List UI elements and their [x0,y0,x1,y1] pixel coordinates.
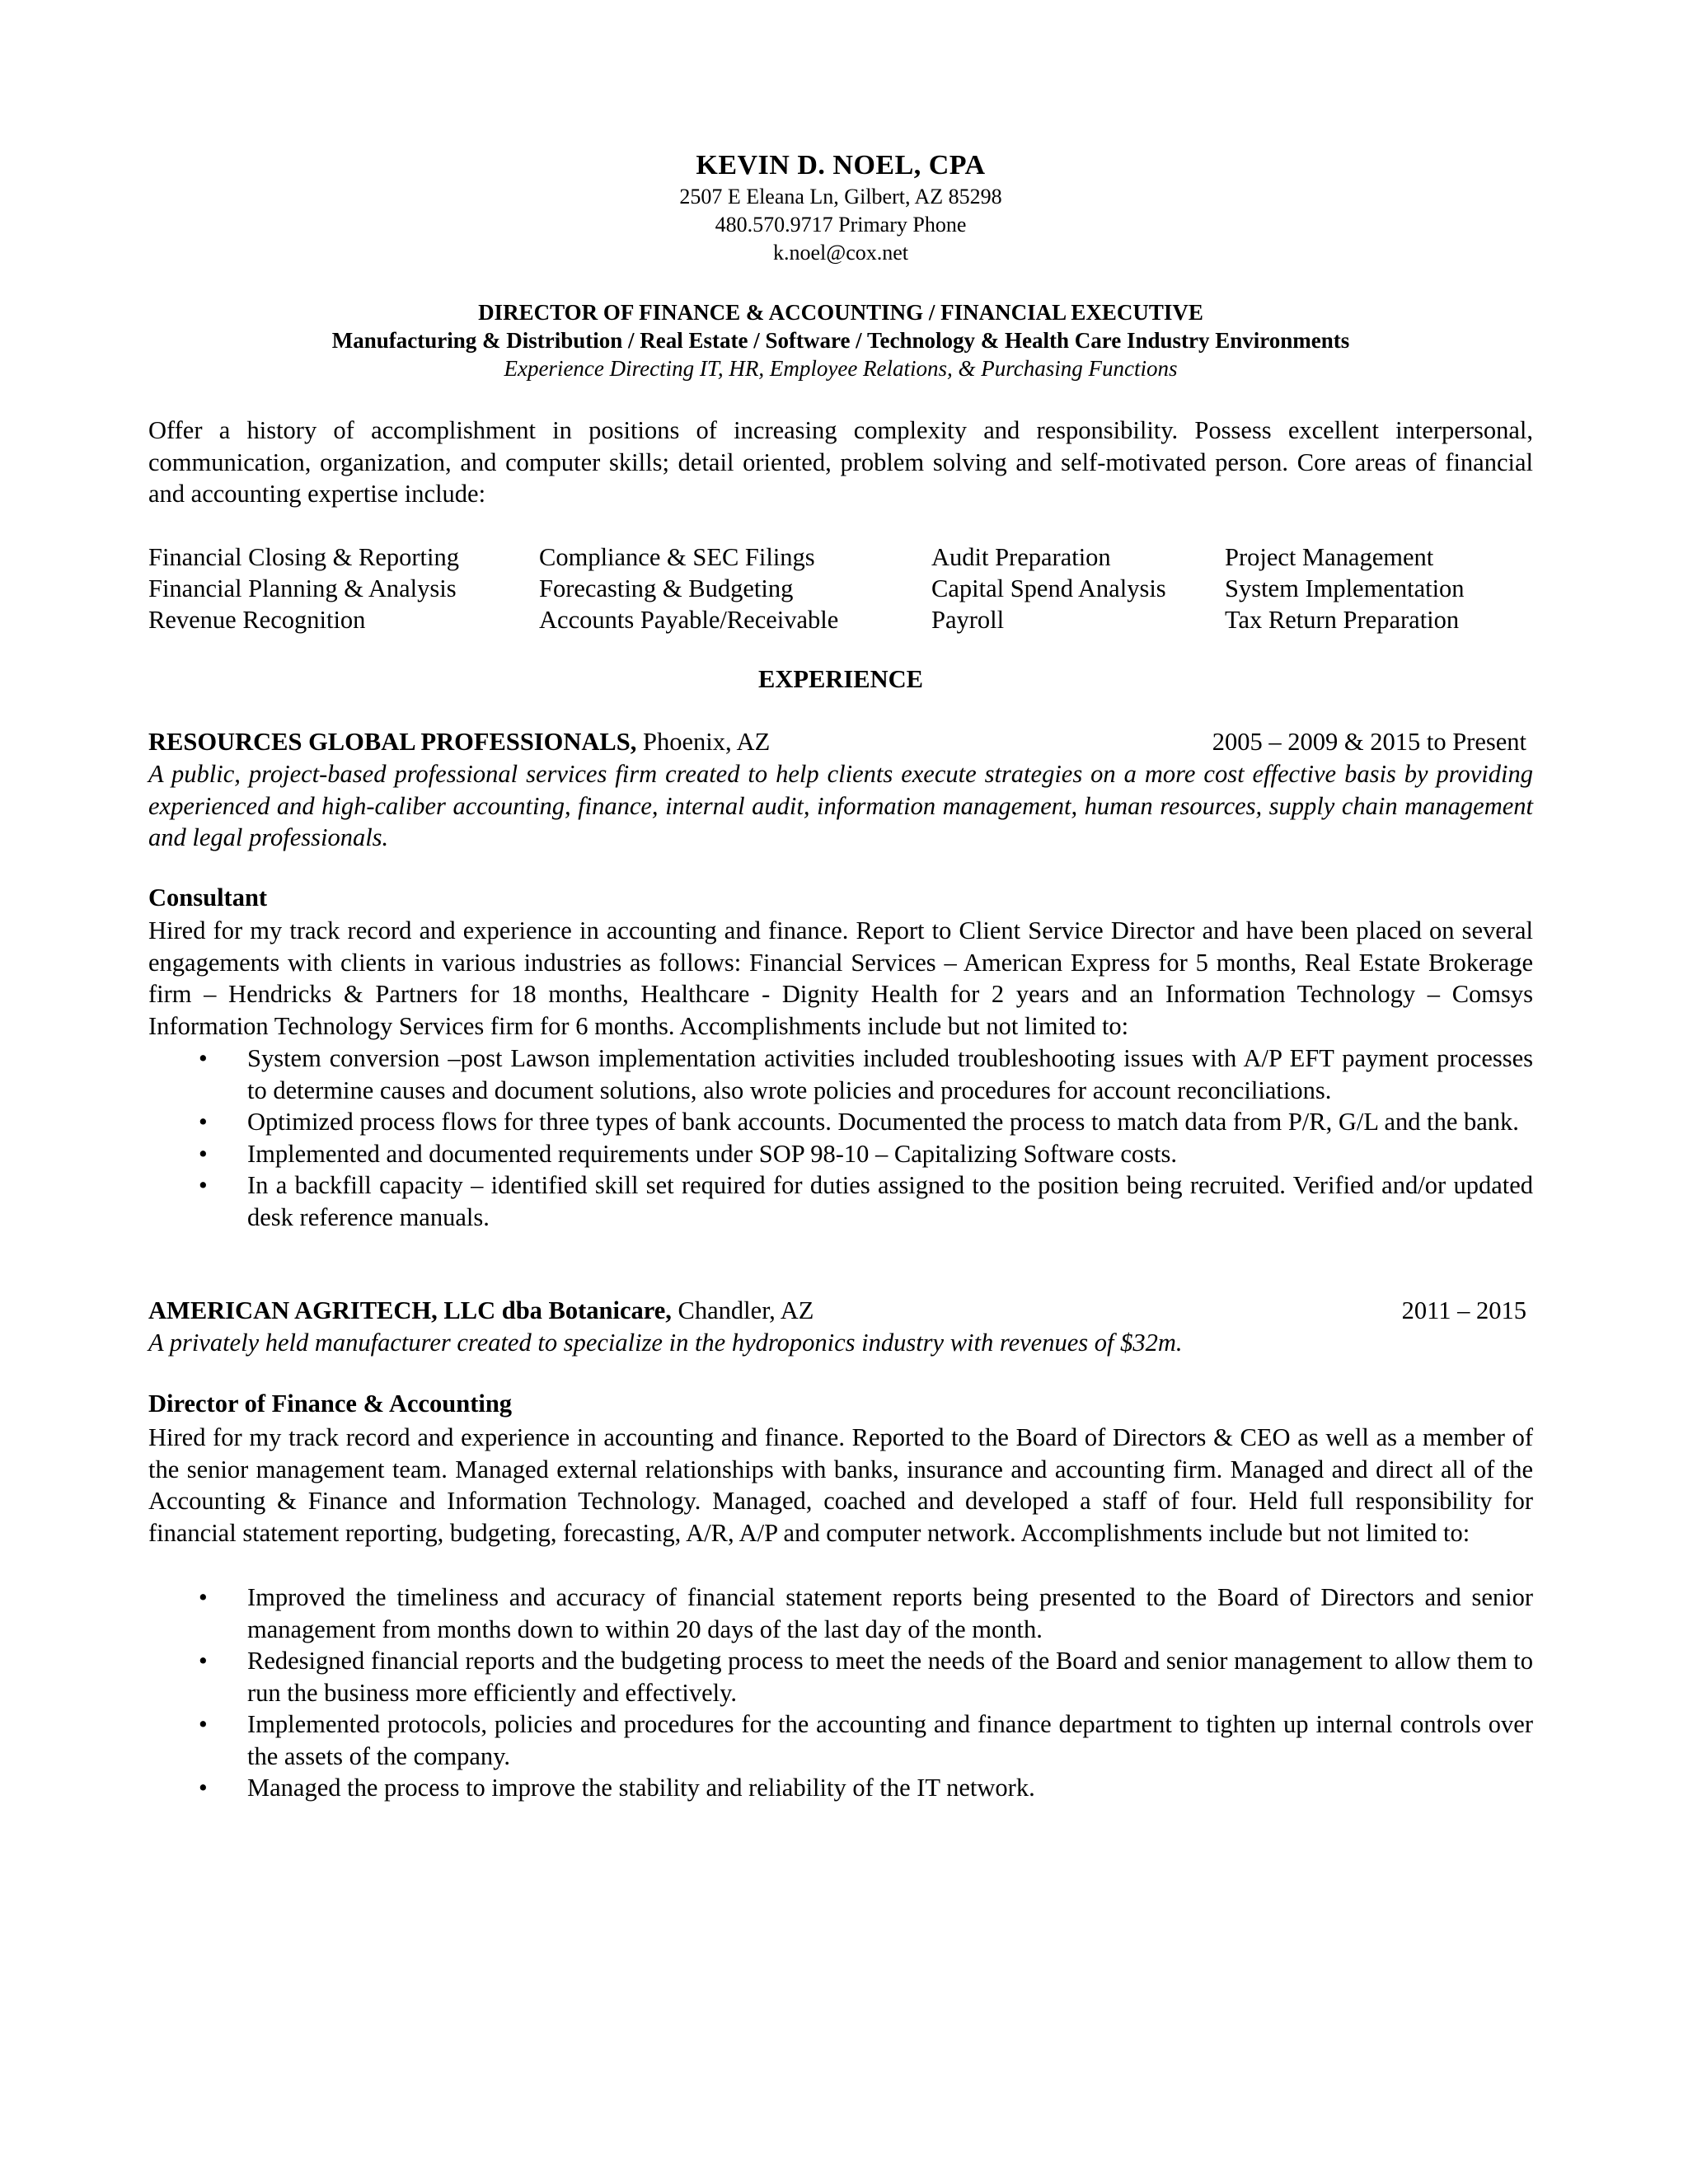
summary-paragraph: Offer a history of accomplishment in positions of increasing complexity and responsibility. Possess excellent interpersonal, communication, organization, and computer skills; detail oriented, problem solving and self-motivated person. Core areas of financial and accounting expertise include: [148,416,1533,508]
company-description: A privately held manufacturer created to specialize in the hydroponics industry with revenues of $32m. [148,1329,1183,1357]
accomplishment-item: • Implemented protocols, policies and procedures for the accounting and finance department to tighten up internal controls over the assets of the company. [199,1710,1533,1770]
skills-column [931,541,1166,635]
accomplishment-item: • System conversion –post Lawson implementation activities included troubleshooting issues with A/P EFT payment processes to determine causes and document solutions, also wrote policies and procedures for account reconciliations. [199,1044,1533,1104]
job-title: Director of Finance & Accounting [148,1390,513,1418]
accomplishment-item: • Redesigned financial reports and the budgeting process to meet the needs of the Board and senior management to allow them to run the business more efficiently and effectively. [199,1647,1533,1707]
skill-item: Payroll [931,606,1005,634]
skill-item: Tax Return Preparation [1225,606,1460,634]
industries: Manufacturing & Distribution / Real Estate / Software / Technology & Health Care Industry Environments [331,328,1350,353]
bullet-icon: • [199,1171,208,1199]
job-dates: 2011 – 2015 [1401,1296,1526,1324]
job-company-line [148,1295,1533,1326]
company-name: RESOURCES GLOBAL PROFESSIONALS, [148,728,637,756]
accomplishment-item: • Optimized process flows for three types of bank accounts. Documented the process to match data from P/R, G/L and the bank. [148,1106,1533,1138]
job-summary: Hired for my track record and experience in accounting and finance. Reported to the Board of Directors & CEO as well as a member of the senior management team. Managed external relationships with banks, insurance and accounting firm. Managed and direct all of the Accounting & Finance and Information Technology. Managed, coached and developed a staff of four. Held full responsibility for financial statement reporting, budgeting, forecasting, A/R, A/P and computer network. Accomplishments include but not limited to: [148,1423,1533,1547]
phone: 480.570.9717 Primary Phone [715,213,967,237]
skill-item: Project Management [1225,543,1434,571]
skill-item: Accounts Payable/Receivable [539,606,839,634]
bullet-icon: • [199,1139,208,1168]
skills-column [539,541,838,635]
email: k.noel@cox.net [772,241,908,265]
address: 2507 E Eleana Ln, Gilbert, AZ 85298 [679,185,1002,209]
company-location: Chandler, AZ [671,1296,814,1324]
skill-item: Compliance & SEC Filings [539,543,815,571]
accomplishment-item: • Managed the process to improve the stability and reliability of the IT network. [148,1772,1533,1804]
functions: Experience Directing IT, HR, Employee Relations, & Purchasing Functions [504,356,1178,381]
accomplishment-item: • Implemented and documented requirements under SOP 98-10 – Capitalizing Software costs. [148,1138,1533,1170]
company-description: A public, project-based professional services firm created to help clients execute strategies on a more cost effective basis by providing experienced and high-caliber accounting, finance, internal audit, information management, human resources, supply chain management and legal professionals. [148,760,1533,851]
skill-item: System Implementation [1225,574,1465,602]
skill-item: Financial Planning & Analysis [148,574,457,602]
skill-item: Forecasting & Budgeting [539,574,794,602]
bullet-icon: • [199,1044,208,1072]
accomplishment-item: • Improved the timeliness and accuracy of financial statement reports being presented to the Board of Directors and senior management from months down to within 20 days of the last day of the month. [199,1583,1533,1643]
skill-item: Capital Spend Analysis [931,574,1166,602]
accomplishment-list [148,1582,1533,1804]
job-company-line [148,726,1533,757]
skill-item: Revenue Recognition [148,606,366,634]
company-location: Phoenix, AZ [636,728,771,756]
headline: DIRECTOR OF FINANCE & ACCOUNTING / FINANCIAL EXECUTIVE [478,300,1203,325]
accomplishment-item: • In a backfill capacity – identified skill set required for duties assigned to the position being recruited. Verified and/or updated desk reference manuals. [199,1171,1533,1231]
bullet-icon: • [199,1710,208,1738]
job-summary: Hired for my track record and experience in accounting and finance. Report to Client Service Director and have been placed on several engagements with clients in various industries as follows: Financial Services – American Express for 5 months, Real Estate Brokerage firm – Hendricks & Partners for 18 months, Healthcare - Dignity Health for 2 years and an Information Technology – Comsys Information Technology Services firm for 6 months. Accomplishments include but not limited to: [148,916,1533,1040]
experience-heading: EXPERIENCE [758,665,923,693]
bullet-icon: • [199,1774,208,1802]
bullet-icon: • [199,1583,208,1611]
company-name: AMERICAN AGRITECH, LLC dba Botanicare, [148,1296,672,1324]
skills-column [148,541,459,635]
skill-item: Audit Preparation [931,543,1111,571]
job-dates: 2005 – 2009 & 2015 to Present [1212,728,1526,756]
bullet-icon: • [199,1647,208,1675]
skills-column [1225,541,1465,635]
candidate-name: KEVIN D. NOEL, CPA [696,150,986,180]
bullet-icon: • [199,1108,208,1136]
skill-item: Financial Closing & Reporting [148,543,459,571]
accomplishment-list [148,1043,1533,1233]
job-title: Consultant [148,883,268,912]
